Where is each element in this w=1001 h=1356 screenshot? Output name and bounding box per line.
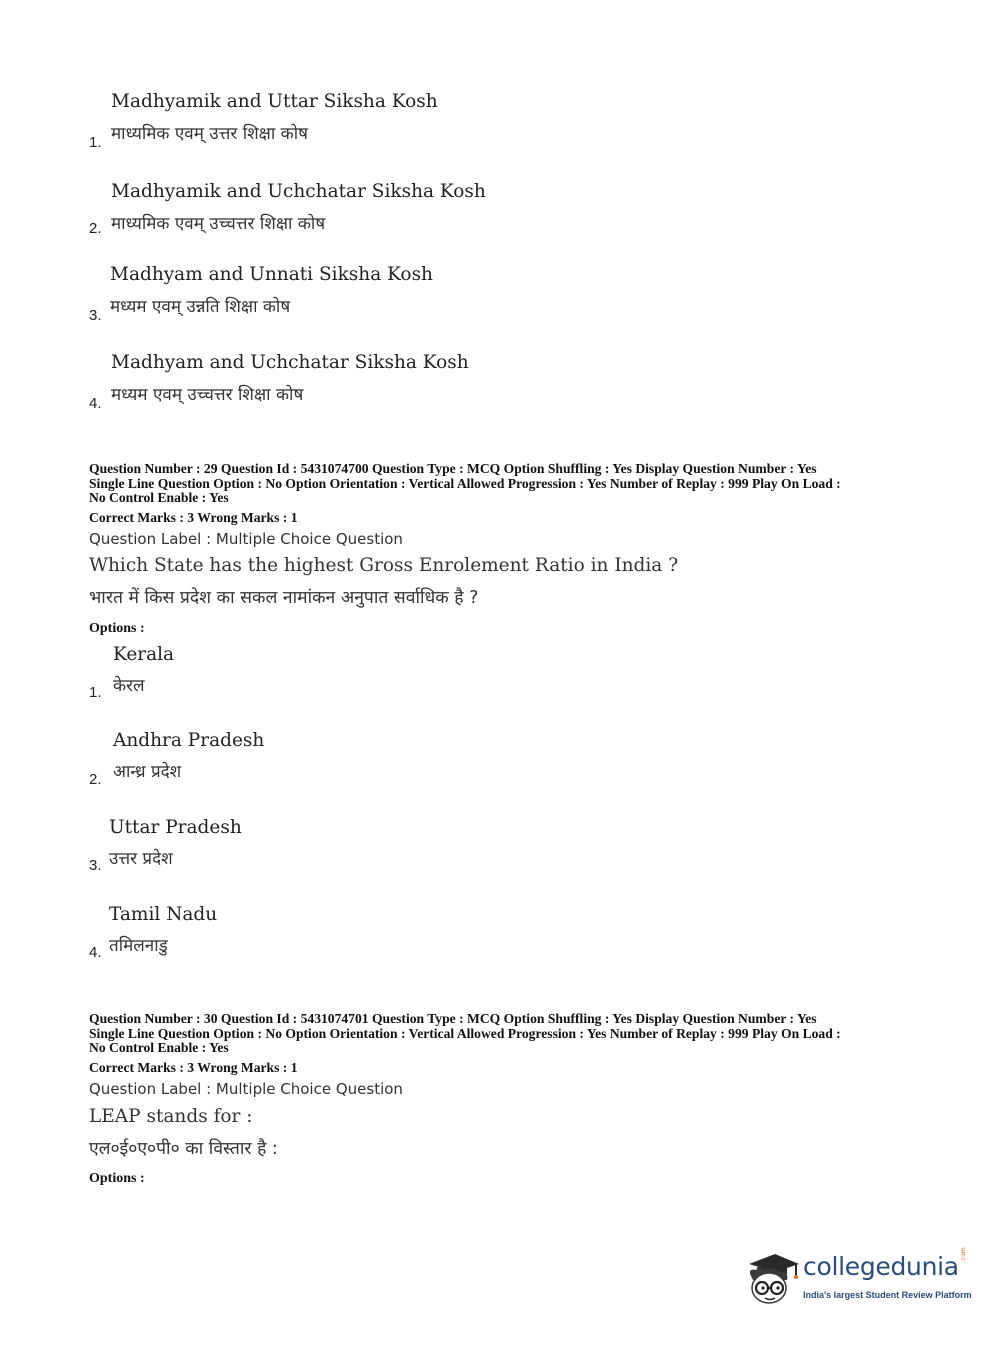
question-label: Question Label : Multiple Choice Question bbox=[89, 1080, 403, 1098]
option-3-english: Uttar Pradesh bbox=[109, 817, 242, 838]
option-1-english: Madhyamik and Uttar Siksha Kosh bbox=[111, 91, 438, 112]
options-heading: Options : bbox=[89, 1171, 145, 1186]
option-3-english: Madhyam and Unnati Siksha Kosh bbox=[110, 264, 433, 285]
question-text-english: Which State has the highest Gross Enrolement Ratio in India ? bbox=[89, 555, 679, 576]
question-meta-line-2: Single Line Question Option : No Option Orientation : Vertical Allowed Progression : Yes Number of Replay : 999 Play On Load : bbox=[89, 476, 841, 491]
option-3-number: 3. bbox=[89, 307, 102, 324]
brand-name: collegedunia bbox=[803, 1252, 959, 1281]
option-4-number: 4. bbox=[89, 944, 102, 961]
option-1-english: Kerala bbox=[113, 644, 175, 665]
question-meta-line-1: Question Number : 30 Question Id : 5431074701 Question Type : MCQ Option Shuffling : Yes Display Question Number : Yes bbox=[89, 1011, 817, 1026]
option-3-hindi: मध्यम एवम् उन्नति शिक्षा कोष bbox=[110, 297, 291, 317]
question-meta-line-1: Question Number : 29 Question Id : 5431074700 Question Type : MCQ Option Shuffling : Yes Display Question Number : Yes bbox=[89, 461, 817, 476]
option-4-hindi: मध्यम एवम् उच्चत्तर शिक्षा कोष bbox=[111, 385, 304, 405]
option-1-number: 1. bbox=[89, 134, 102, 151]
option-4-hindi: तमिलनाडु bbox=[109, 936, 168, 956]
option-2-number: 2. bbox=[89, 771, 102, 788]
question-text-hindi: भारत में किस प्रदेश का सकल नामांकन अनुपात सर्वाधिक है ? bbox=[89, 588, 479, 608]
question-label: Question Label : Multiple Choice Question bbox=[89, 530, 403, 548]
option-2-number: 2. bbox=[89, 220, 102, 237]
brand-domain: .com bbox=[960, 1247, 967, 1262]
question-marks: Correct Marks : 3 Wrong Marks : 1 bbox=[89, 1060, 298, 1075]
student-mascot-icon bbox=[741, 1250, 801, 1310]
option-1-hindi: माध्यमिक एवम् उत्तर शिक्षा कोष bbox=[111, 124, 308, 144]
question-marks: Correct Marks : 3 Wrong Marks : 1 bbox=[89, 510, 298, 525]
collegedunia-logo bbox=[741, 1247, 972, 1310]
question-text-hindi: एल०ई०ए०पी० का विस्तार है : bbox=[89, 1139, 278, 1159]
option-3-hindi: उत्तर प्रदेश bbox=[109, 849, 173, 869]
option-1-hindi: केरल bbox=[113, 676, 145, 696]
option-4-english: Tamil Nadu bbox=[109, 904, 218, 925]
question-meta-line-2: Single Line Question Option : No Option Orientation : Vertical Allowed Progression : Yes Number of Replay : 999 Play On Load : bbox=[89, 1026, 841, 1041]
question-meta-line-3: No Control Enable : Yes bbox=[89, 1040, 229, 1055]
option-2-english: Andhra Pradesh bbox=[113, 730, 265, 751]
option-1-number: 1. bbox=[89, 684, 102, 701]
option-4-english: Madhyam and Uchchatar Siksha Kosh bbox=[111, 352, 469, 373]
question-text-english: LEAP stands for : bbox=[89, 1106, 253, 1127]
options-heading: Options : bbox=[89, 621, 145, 636]
question-meta-line-3: No Control Enable : Yes bbox=[89, 490, 229, 505]
brand-tagline: India's largest Student Review Platform bbox=[803, 1290, 972, 1300]
option-2-hindi: आन्ध्र प्रदेश bbox=[113, 762, 182, 782]
option-3-number: 3. bbox=[89, 857, 102, 874]
option-4-number: 4. bbox=[89, 395, 102, 412]
option-2-hindi: माध्यमिक एवम् उच्चत्तर शिक्षा कोष bbox=[111, 214, 326, 234]
option-2-english: Madhyamik and Uchchatar Siksha Kosh bbox=[111, 181, 486, 202]
